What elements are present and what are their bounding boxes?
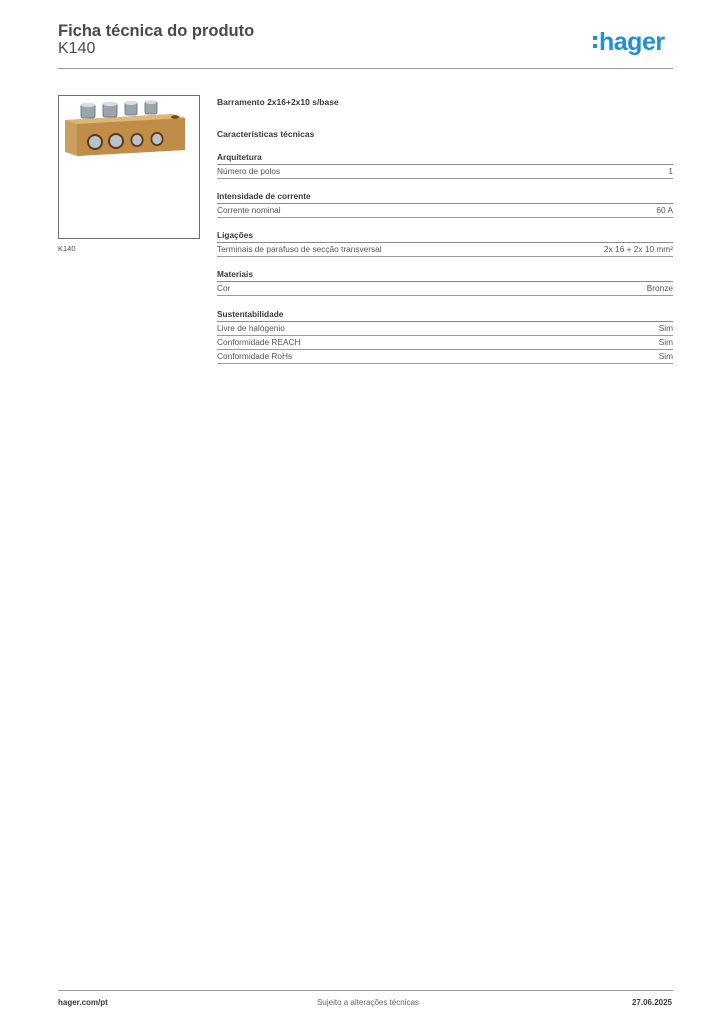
spec-row bbox=[217, 322, 673, 336]
spec-group-arquitetura bbox=[217, 152, 673, 179]
product-image-frame bbox=[58, 95, 200, 239]
group-title: Intensidade de corrente bbox=[217, 191, 673, 204]
product-code-subtitle: K140 bbox=[58, 40, 96, 57]
footer-website-link[interactable]: hager.com/pt bbox=[58, 998, 108, 1007]
header-divider bbox=[58, 68, 673, 69]
spec-label: Terminais de parafuso de secção transversal bbox=[217, 244, 382, 254]
spec-group-ligacoes bbox=[217, 230, 673, 257]
footer-notice: Sujeito a alterações técnicas bbox=[317, 998, 419, 1007]
spec-label: Número de polos bbox=[217, 166, 281, 176]
spec-value: Bronze bbox=[646, 283, 673, 293]
section-heading: Características técnicas bbox=[217, 129, 315, 139]
group-title: Materiais bbox=[217, 269, 673, 282]
spec-value: Sim bbox=[658, 351, 673, 361]
logo-dot-bottom bbox=[593, 44, 597, 48]
group-title: Ligações bbox=[217, 230, 673, 243]
spec-label: Livre de halógenio bbox=[217, 323, 285, 333]
spec-group-sustentabilidade bbox=[217, 309, 673, 364]
busbar-terminal-photo-icon bbox=[61, 98, 197, 236]
spec-content bbox=[217, 96, 673, 364]
spec-label: Corrente nominal bbox=[217, 205, 281, 215]
spec-group-corrente bbox=[217, 191, 673, 218]
footer-divider bbox=[58, 990, 673, 991]
page-title: Ficha técnica do produto bbox=[58, 22, 255, 40]
group-title: Sustentabilidade bbox=[217, 309, 673, 322]
spec-row bbox=[217, 165, 673, 179]
spec-group-materiais bbox=[217, 269, 673, 296]
logo-dot-top bbox=[593, 36, 597, 40]
spec-value: Sim bbox=[658, 337, 673, 347]
product-name: Barramento 2x16+2x10 s/base bbox=[217, 97, 339, 107]
product-image-caption: K140 bbox=[58, 244, 76, 253]
spec-row bbox=[217, 350, 673, 364]
spec-value: 1 bbox=[668, 166, 673, 176]
spec-value: 60 A bbox=[656, 205, 673, 215]
footer-date: 27.06.2025 bbox=[631, 998, 672, 1007]
spec-label: Conformidade REACH bbox=[217, 337, 301, 347]
spec-value: Sim bbox=[658, 323, 673, 333]
hager-logo bbox=[592, 28, 674, 58]
spec-row bbox=[217, 204, 673, 218]
spec-row bbox=[217, 243, 673, 257]
spec-row bbox=[217, 282, 673, 296]
spec-value: 2x 16 + 2x 10 mm² bbox=[604, 244, 673, 254]
group-title: Arquitetura bbox=[217, 152, 673, 165]
logo-wordmark: hager bbox=[599, 28, 665, 56]
spec-row bbox=[217, 336, 673, 350]
spec-label: Cor bbox=[217, 283, 231, 293]
spec-label: Conformidade RoHs bbox=[217, 351, 293, 361]
